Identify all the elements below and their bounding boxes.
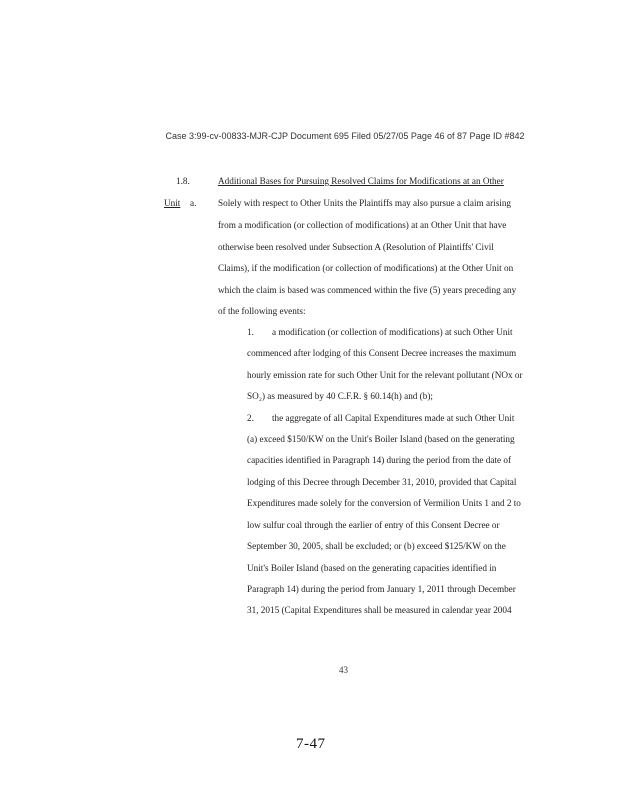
item-a-line: otherwise been resolved under Subsection A (Resolution of Plaintiffs' Civil	[218, 242, 494, 252]
case-header: Case 3:99-cv-00833-MJR-CJP Document 695 Filed 05/27/05 Page 46 of 87 Page ID #842	[165, 131, 525, 141]
item-a-line: Claims), if the modification (or collection of modifications) at the Other Unit on	[218, 263, 514, 273]
item-1-line: SO₂) as measured by 40 C.F.R. § 60.14(h) and (b);	[247, 391, 433, 401]
item-2-line: low sulfur coal through the earlier of entry of this Consent Decree or	[247, 520, 500, 530]
item-2-line: September 30, 2005, shall be excluded; or (b) exceed $125/KW on the	[247, 541, 506, 551]
unit-word: Unit	[164, 198, 181, 208]
item-2-line: Expenditures made solely for the conversion of Vermilion Units 1 and 2 to	[247, 498, 521, 508]
item-1-line: commenced after lodging of this Consent Decree increases the maximum	[247, 348, 517, 358]
item-2-first-line: the aggregate of all Capital Expenditures made at such Other Unit	[272, 413, 515, 423]
item-2-line: 31, 2015 (Capital Expenditures shall be measured in calendar year 2004	[247, 605, 512, 615]
item-a-label: a.	[190, 198, 197, 208]
item-2-line: capacities identified in Paragraph 14) during the period from the date of	[247, 455, 512, 465]
item-2-line: (a) exceed $150/KW on the Unit's Boiler Island (based on the generating	[247, 434, 515, 444]
item-a-line: Solely with respect to Other Units the Plaintiffs may also pursue a claim arising	[218, 198, 512, 208]
item-2-line: Unit's Boiler Island (based on the generating capacities identified in	[247, 563, 497, 573]
item-1-line: hourly emission rate for such Other Unit for the relevant pollutant (NOx or	[247, 370, 523, 380]
item-2-line: Paragraph 14) during the period from January 1, 2011 through December	[247, 584, 516, 594]
heading-title: Additional Bases for Pursuing Resolved Claims for Modifications at an Other	[218, 176, 504, 186]
item-a-line: from a modification (or collection of modifications) at an Other Unit that have	[218, 220, 507, 230]
item-a-line: of the following events:	[218, 306, 306, 316]
item-a-line: which the claim is based was commenced within the five (5) years preceding any	[218, 285, 517, 295]
heading-number: 1.8.	[176, 176, 190, 186]
page-number: 43	[339, 665, 348, 675]
item-1-label: 1.	[247, 327, 254, 337]
item-2-line: lodging of this Decree through December 31, 2010, provided that Capital	[247, 477, 517, 487]
item-1-line: a modification (or collection of modifications) at such Other Unit	[272, 327, 513, 337]
item-2-label: 2.	[247, 413, 254, 423]
exhibit-page-number: 7-47	[296, 736, 326, 752]
